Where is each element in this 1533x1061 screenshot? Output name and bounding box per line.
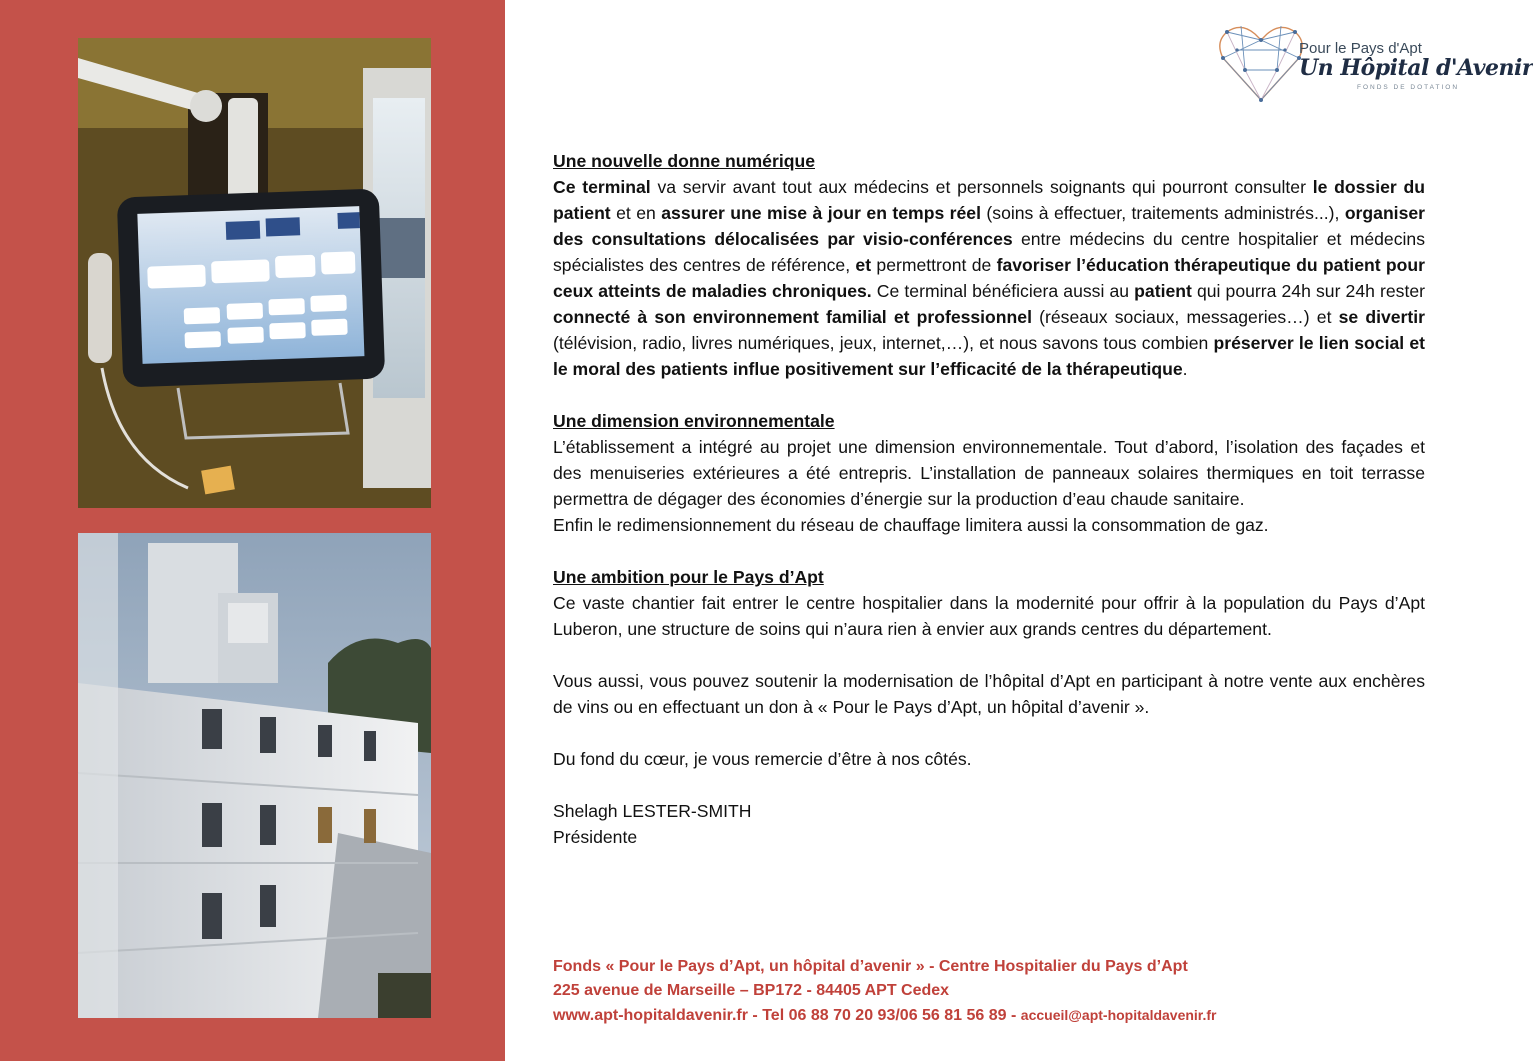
paragraph-gap: [553, 382, 1425, 408]
logo-line-1: Pour le Pays d'Apt: [1299, 40, 1422, 57]
text-run: (télévision, radio, livres numériques, jeux, internet,…), et nous savons tous combien: [553, 333, 1214, 353]
text-run: Ce vaste chantier fait entrer le centre hospitalier dans la modernité pour offrir à la population du Pays d’Apt Luberon, une structure de soins qui n’aura rien à envier aux grands centres du département.: [553, 593, 1425, 639]
section-paragraph: [553, 512, 1425, 538]
section-heading: Une ambition pour le Pays d’Apt: [553, 567, 824, 587]
bold-text: le dossier du patient: [553, 177, 1425, 223]
text-run: qui pourra 24h sur 24h rester: [1191, 281, 1425, 301]
text-run: permettront de: [871, 255, 997, 275]
text-run: va servir avant tout aux médecins et personnels soignants qui pourront consulter: [650, 177, 1313, 197]
footer-website-link[interactable]: www.apt-hopitaldavenir.fr: [553, 1007, 748, 1024]
bold-text: connecté à son environnement familial et professionnel: [553, 307, 1032, 327]
paragraph-gap: [553, 538, 1425, 564]
paragraph-gap: [553, 772, 1425, 798]
text-run: Enfin le redimensionnement du réseau de chauffage limitera aussi la consommation de gaz.: [553, 515, 1269, 535]
bold-text: se divertir: [1338, 307, 1425, 327]
section-heading: Une nouvelle donne numérique: [553, 151, 815, 171]
paragraph-gap: [553, 642, 1425, 668]
text-run: entre médecins du centre hospitalier et médecins spécialistes des centres de référence,: [553, 229, 1426, 275]
footer-address: 225 avenue de Marseille – BP172 - 84405 APT Cedex: [553, 982, 950, 999]
text-run: Ce terminal bénéficiera aussi au: [871, 281, 1135, 301]
appeal-paragraph: Vous aussi, vous pouvez soutenir la modernisation de l’hôpital d’Apt en participant à notre vente aux enchères de vins ou en effectuant un don à « Pour le Pays d’Apt, un hôpital d’avenir ».: [553, 671, 1425, 717]
footer-email-link[interactable]: accueil@apt-hopitaldavenir.fr: [1020, 1007, 1217, 1023]
bold-text: favoriser l’éducation thérapeutique du patient pour ceux atteints de maladies chroniques.: [553, 255, 1425, 301]
bold-text: patient: [1134, 281, 1192, 301]
bold-text: préserver le lien social et le moral des patients influe positivement sur l’efficacité de la thérapeutique: [553, 333, 1425, 379]
bold-text: assurer une mise à jour en temps réel: [661, 203, 981, 223]
section-heading: Une dimension environnementale: [553, 411, 835, 431]
text-run: (réseaux sociaux, messageries…) et: [1031, 307, 1339, 327]
text-run: .: [1182, 359, 1188, 379]
paragraph-gap: [553, 720, 1425, 746]
letter-body: [553, 148, 1425, 850]
footer-fund-name: Fonds « Pour le Pays d’Apt, un hôpital d’avenir » - Centre Hospitalier du Pays d’Apt: [553, 958, 1188, 975]
bold-text: organiser des consultations délocalisées par visio-conférences: [553, 203, 1425, 249]
logo-line-3: FONDS DE DOTATION: [1357, 84, 1460, 91]
section-paragraph: [553, 590, 1425, 642]
terminal-illustration: [78, 38, 431, 508]
terminal-photo: [78, 38, 431, 508]
text-run: (soins à effectuer, traitements administrés...),: [980, 203, 1345, 223]
section-paragraph: [553, 174, 1425, 382]
footer-contact: [553, 1003, 1453, 1028]
section-paragraph: [553, 434, 1425, 512]
building-illustration: [78, 533, 431, 1018]
bold-text: et: [855, 255, 872, 275]
footer-phone: - Tel 06 88 70 20 93/06 56 81 56 89 -: [747, 1007, 1021, 1024]
text-run: L’établissement a intégré au projet une dimension environnementale. Tout d’abord, l’isolation des façades et des menuiseries extérieures a été entrepris. L’installation de panneaux solaires thermiques en toit terrasse permettra de dégager des économies d’énergie sur la production d’eau chaude sanitaire.: [553, 437, 1425, 509]
heart-network-icon: [1215, 20, 1307, 106]
signature-title: Présidente: [553, 827, 638, 847]
logo-line-2: Un Hôpital d'Avenir: [1299, 55, 1533, 81]
footer: [553, 955, 1453, 1028]
text-run: et en: [610, 203, 662, 223]
logo: [1215, 20, 1533, 110]
signature-name: Shelagh LESTER-SMITH: [553, 801, 752, 821]
closing-line: Du fond du cœur, je vous remercie d’être à nos côtés.: [553, 749, 972, 769]
bold-text: Ce terminal: [553, 177, 651, 197]
building-photo: [78, 533, 431, 1018]
